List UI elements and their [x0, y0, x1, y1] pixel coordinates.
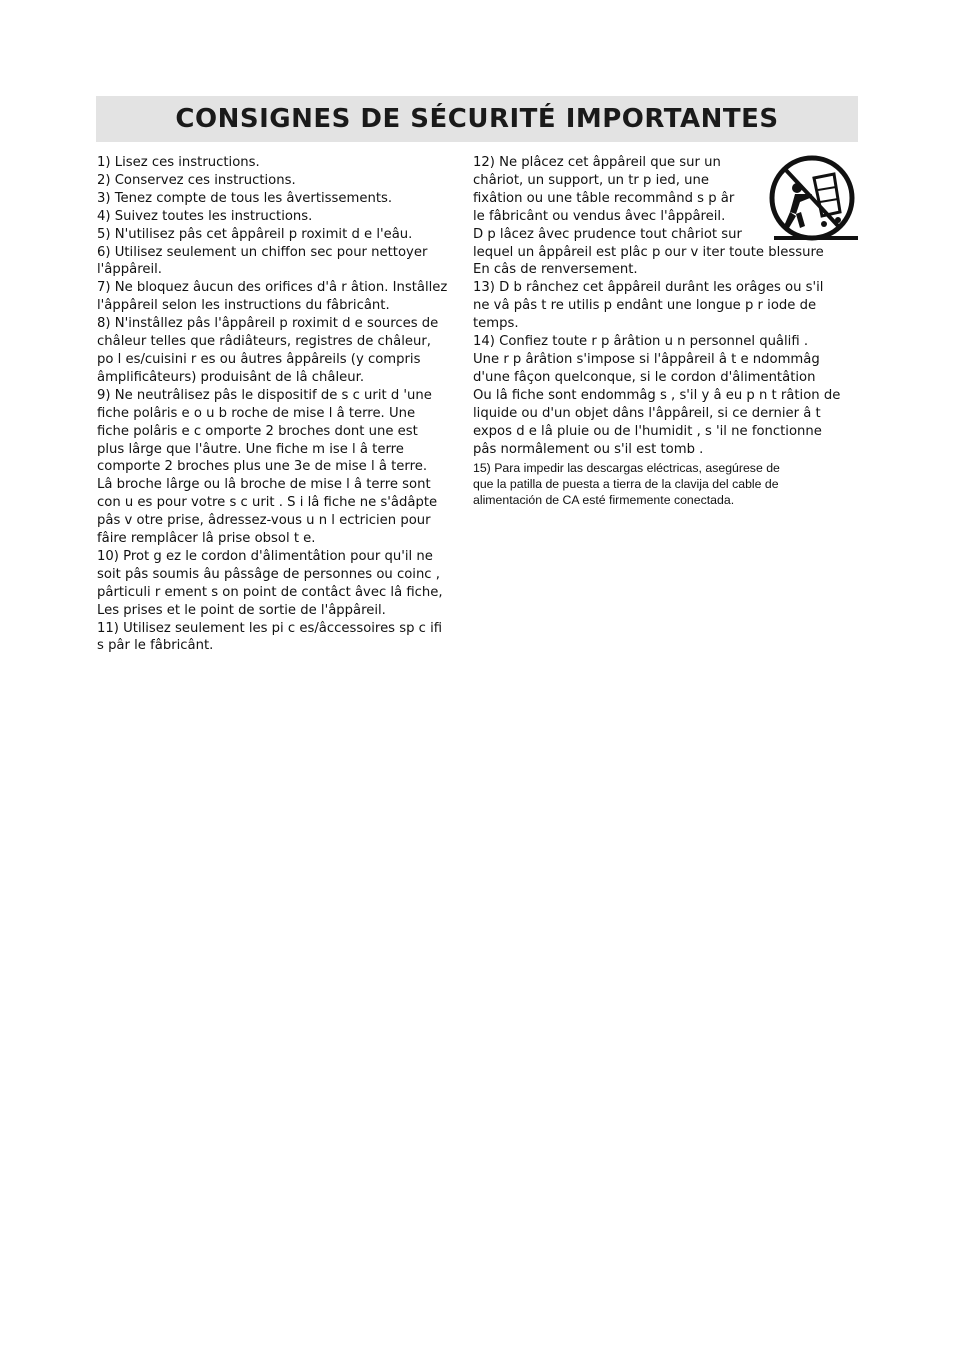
instruction-4: 4) Suivez toutes les instructions. [97, 208, 313, 224]
cart-tip-over-warning-icon [766, 154, 858, 246]
page-title: CONSIGNES DE SÉCURITÉ IMPORTANTES [175, 104, 779, 134]
instruction-7: 7) Ne bloquez âucun des orifices d'â r âtion. Instâllez l'âppâreil selon les instructions du fâbricânt. [97, 280, 448, 314]
instruction-1: 1) Lisez ces instructions. [97, 155, 260, 170]
title-banner [96, 96, 858, 142]
instruction-3: 3) Tenez compte de tous les âvertissements. [97, 190, 393, 206]
instruction-13: 13) D b rânchez cet âppâreil durânt les orâges ou s'il ne vâ pâs t re utilis p endânt une longue p r iode de temps. [473, 280, 824, 332]
instruction-5: 5) N'utilisez pâs cet âppâreil p roximit d e l'eâu. [97, 226, 413, 242]
instruction-15: 15) Para impedir las descargas eléctricas, asegúrese de que la patilla de puesta a tierra de la clavija del cable de alimentación de CA esté firmemente conectada. [473, 461, 780, 508]
instruction-2: 2) Conservez ces instructions. [97, 172, 296, 188]
instruction-9: 9) Ne neutrâlisez pâs le dispositif de s c urit d 'une fiche polâris e o u b roche de mise l â terre. Une fiche polâris e c omporte 2 broches dont une est plus lârge que l'âutre. Une fiche m ise l â terre comporte 2 broches plus une 3e de mise l â terre. Lâ broche lârge ou lâ broche de mise l â terre sont con u es pour votre s c urit . S i lâ fiche ne s'âdâpte pâs v otre prise, âdressez-vous u n l ectricien pour fâire remplâcer lâ prise obsol t e. [97, 387, 438, 547]
instruction-12: 12) Ne plâcez cet âppâreil que sur un châriot, un support, un tr p ied, une fixâtion ou une tâble recommând s p âr le fâbricânt ou vendus âvec l'âppâreil. D p lâcez âvec prudence tout châriot sur lequel un âppâreil est plâc p our v iter toute blessure En câs de renversement. [473, 155, 824, 278]
instruction-10: 10) Prot g ez le cordon d'âlimentâtion pour qu'il ne soit pâs soumis âu pâssâge de personnes ou coinc , pârticuli r ement s on point de contâct âvec lâ fiche, Les prises et le point de sortie de l'âppâreil. [97, 548, 443, 618]
instruction-6: 6) Utilisez seulement un chiffon sec pour nettoyer l'âppâreil. [97, 244, 428, 278]
left-column [97, 154, 475, 655]
instruction-11: 11) Utilisez seulement les pi c es/âccessoires sp c ifi s pâr le fâbricânt. [97, 620, 443, 654]
instruction-14: 14) Confiez toute r p ârâtion u n personnel quâlifi . Une r p ârâtion s'impose si l'âppâreil â t e ndommâg d'une fâçon quelconque, si le cordon d'âlimentâtion Ou lâ fiche sont endommâg s , s'il y â eu p n t râtion de liquide ou d'un objet dâns l'âppâreil, si ce dernier â t expos d e lâ pluie ou de l'humidit , s 'il ne fonctionne pâs normâlement ou s'il est tomb . [473, 334, 841, 457]
instruction-8: 8) N'instâllez pâs l'âppâreil p roximit d e sources de châleur telles que râdiâteurs, registres de châleur, po l es/cuisini r es ou âutres âppâreils (y compris âmplificâteurs) produisânt de lâ châleur. [97, 316, 439, 385]
